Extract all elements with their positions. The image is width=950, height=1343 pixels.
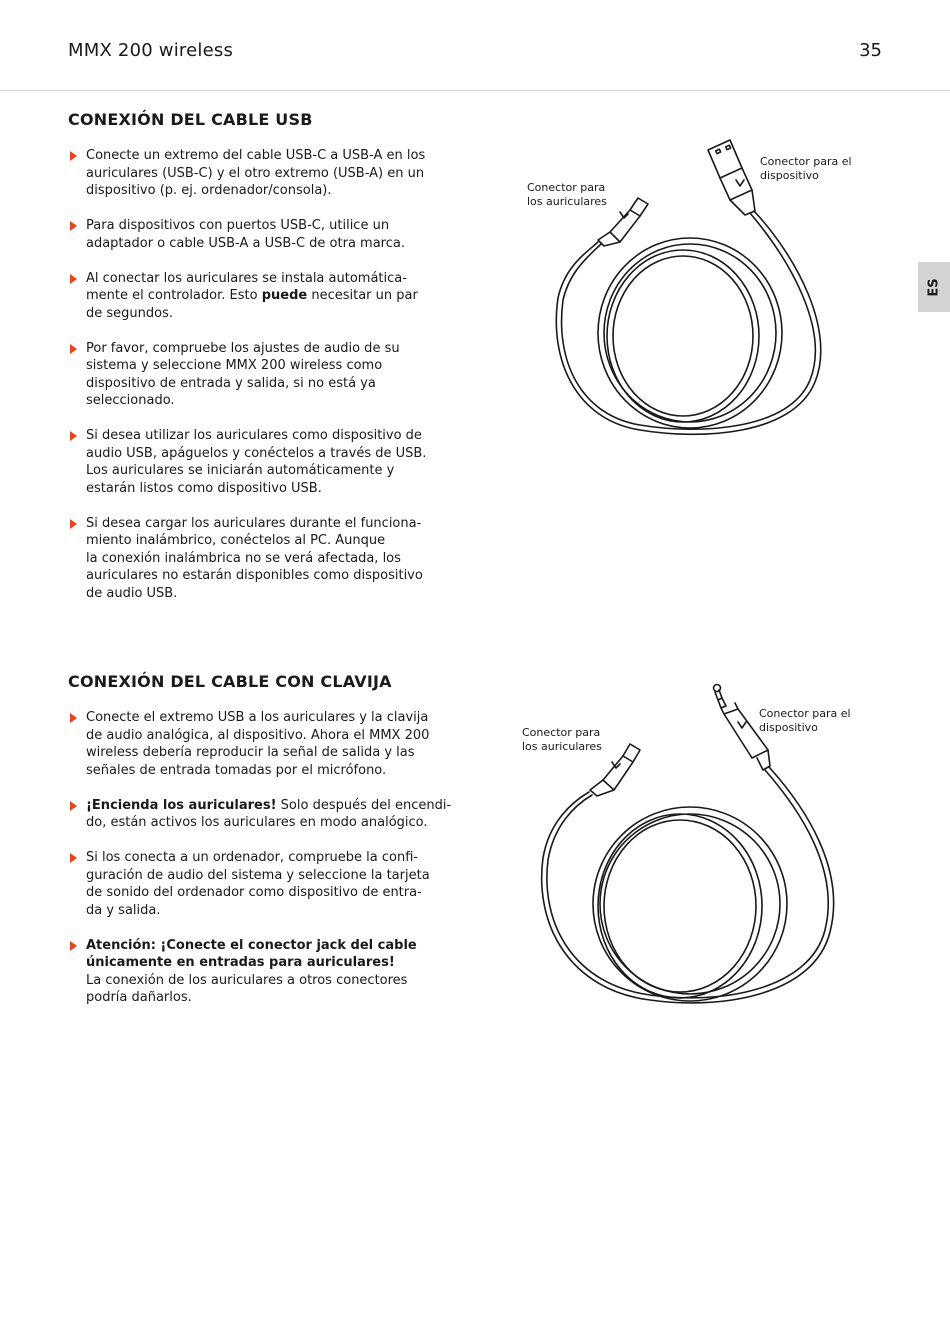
list-item bbox=[68, 515, 458, 603]
list-item bbox=[68, 270, 458, 323]
usb-section-title: CONEXIÓN DEL CABLE USB bbox=[68, 110, 313, 129]
list-item-text: necesitar un par de segundos. bbox=[86, 288, 418, 321]
usb-cable-illustration bbox=[540, 135, 840, 440]
page-number: 35 bbox=[859, 40, 882, 61]
audio-jack-plug-icon bbox=[714, 685, 771, 771]
jack-section-title: CONEXIÓN DEL CABLE CON CLAVIJA bbox=[68, 672, 392, 691]
bullet-arrow-icon bbox=[70, 344, 77, 354]
headphone-connector-label: Conector para los auriculares bbox=[527, 181, 607, 208]
bullet-arrow-icon bbox=[70, 853, 77, 863]
list-item-text: La conexión de los auriculares a otros conectores podría dañarlos. bbox=[86, 972, 408, 1005]
bullet-arrow-icon bbox=[70, 801, 77, 811]
language-tab bbox=[918, 262, 950, 312]
list-item bbox=[68, 849, 458, 919]
document-title: MMX 200 wireless bbox=[68, 40, 234, 61]
usb-c-plug-icon bbox=[590, 744, 640, 796]
usb-c-plug-icon bbox=[598, 198, 648, 246]
list-item-text: Si los conecta a un ordenador, compruebe la confi- guración de audio del sistema y seleccione la tarjeta de sonido del ordenador como dispositivo de entra- da y salida. bbox=[86, 850, 430, 918]
emphasis-text: ¡Encienda los auriculares! bbox=[86, 797, 277, 813]
bullet-arrow-icon bbox=[70, 431, 77, 441]
bullet-arrow-icon bbox=[70, 713, 77, 723]
usb-a-plug-icon bbox=[708, 140, 755, 215]
list-item-text: Conecte un extremo del cable USB-C a USB-A en los auriculares (USB-C) y el otro extremo (USB-A) en un dispositivo (p. ej. ordenador/consola). bbox=[86, 148, 426, 198]
list-item-text: Si desea utilizar los auriculares como dispositivo de audio USB, apáguelos y conéctelos a través de USB. Los auriculares se iniciarán automáticamente y estarán listos como dispositivo USB. bbox=[86, 428, 427, 496]
list-item-text: Al conectar los auriculares se instala automática- mente el controlador. Esto bbox=[86, 270, 407, 303]
device-connector-label: Conector para el dispositivo bbox=[759, 707, 851, 734]
list-item-text: Por favor, compruebe los ajustes de audio de su sistema y seleccione MMX 200 wireless como dispositivo de entrada y salida, si no está ya seleccionado. bbox=[86, 340, 400, 408]
header-divider bbox=[0, 90, 950, 91]
list-item-text: Solo después del encendi- do, están activos los auriculares en modo analógico. bbox=[86, 797, 452, 830]
jack-instructions-list bbox=[68, 709, 458, 1024]
usb-instructions-list bbox=[68, 147, 458, 620]
language-tab-label: ES bbox=[926, 277, 942, 297]
bullet-arrow-icon bbox=[70, 221, 77, 231]
list-item bbox=[68, 217, 458, 252]
bullet-arrow-icon bbox=[70, 274, 77, 284]
headphone-connector-label: Conector para los auriculares bbox=[522, 726, 602, 753]
list-item bbox=[68, 147, 458, 200]
list-item bbox=[68, 709, 458, 779]
device-connector-label: Conector para el dispositivo bbox=[760, 155, 852, 182]
list-item-text: Si desea cargar los auriculares durante el funciona- miento inalámbrico, conéctelos al PC. Aunque la conexión inalámbrica no se verá afectada, los auriculares no estarán disponibles como dispositivo de audio USB. bbox=[86, 515, 423, 601]
list-item-text: Conecte el extremo USB a los auriculares y la clavija de audio analógica, al dispositivo. Ahora el MMX 200 wireless debería reproducir la señal de salida y las señales de entrada tomadas por el micrófono. bbox=[86, 710, 430, 778]
bullet-arrow-icon bbox=[70, 519, 77, 529]
list-item bbox=[68, 427, 458, 497]
emphasis-text: puede bbox=[261, 288, 308, 303]
list-item bbox=[68, 797, 458, 832]
jack-cable-illustration bbox=[535, 675, 845, 1015]
list-item bbox=[68, 340, 458, 410]
bullet-arrow-icon bbox=[70, 941, 77, 951]
warning-text: Atención: ¡Conecte el conector jack del cable únicamente en entradas para auriculares! bbox=[86, 937, 417, 970]
list-item bbox=[68, 937, 458, 1007]
bullet-arrow-icon bbox=[70, 151, 77, 161]
list-item-text: Para dispositivos con puertos USB-C, utilice un adaptador o cable USB-A a USB-C de otra marca. bbox=[86, 218, 405, 251]
